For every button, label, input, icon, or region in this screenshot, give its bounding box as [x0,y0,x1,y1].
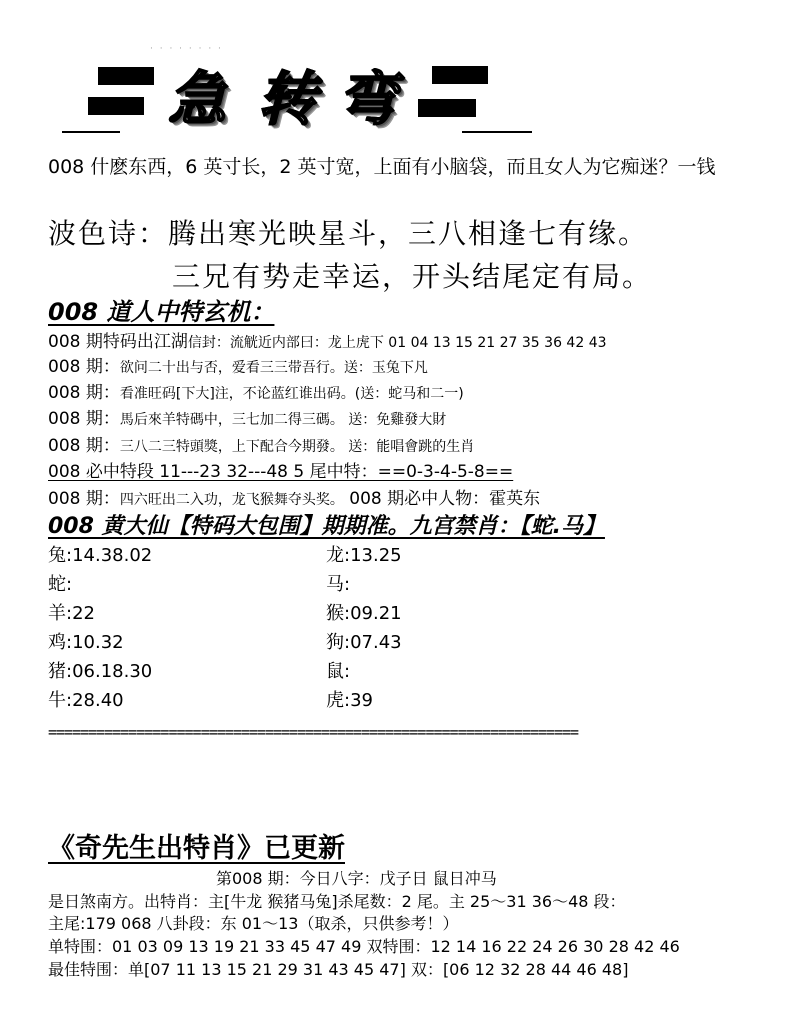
title-char-3: 弯 [338,65,397,133]
zodiac-item: 龙:13.25 [326,545,402,566]
zodiac-item: 猴:09.21 [326,603,402,624]
right-underline [462,131,532,133]
row-text: 四六旺出二入功，龙飞猴舞夺头奖。 [119,492,344,508]
daoren-row [48,378,464,403]
row-text: 三八二三特頭獎，上下配合今期發。 送：能唱會跳的生肖 [119,439,475,455]
qi-title: 《奇先生出特肖》已更新 [48,833,345,864]
title-char-1: 急 [168,65,227,133]
qi-line: 是日煞南方。出特肖：主[牛龙 猴猪马兔]杀尾数：2 尾。主 25～31 36～48 段： [48,892,626,911]
qi-line: 最佳特围：单[07 11 13 15 21 29 31 43 45 47] 双：[06 12 32 28 44 46 48] [48,960,629,979]
qi-line: 第008 期：今日八字：戊子日 鼠日冲马 [216,869,497,888]
zodiac-item: 狗:07.43 [326,632,402,653]
poem-line-1: 波色诗：腾出寒光映星斗，三八相逢七有缘。 [48,217,649,250]
must-hit-line: 008 必中特段 11---23 32---48 5 尾中特：==0-3-4-5-8== [48,462,514,482]
zodiac-item: 羊:22 [48,603,95,624]
right-bar-bottom [418,99,476,117]
daoren-row [48,431,474,456]
row-period: 008 期： [48,383,120,403]
daoren-title: 008 道人中特玄机： [48,298,275,326]
zodiac-item: 马: [326,574,351,595]
row-period: 008 期特码出江湖 [48,332,188,352]
daoren-row [48,404,446,429]
poem-line-2: 三兄有势走幸运，开头结尾定有局。 [172,260,653,293]
zodiac-item: 兔:14.38.02 [48,545,153,566]
row-text: 馬后來羊特碼中，三七加二得三碼。 送：免雞發大財 [119,412,447,428]
row-period: 008 期： [48,409,120,429]
daoren-row [48,352,428,377]
zodiac-item: 虎:39 [326,690,373,711]
row-text: 看准旺码[下大]注，不论蓝红谁出码。(送：蛇马和二一) [119,386,464,402]
zodiac-item: 牛:28.40 [48,690,124,711]
qi-line: 单特围：01 03 09 13 19 21 33 45 47 49 双特围：12 14 16 22 24 26 30 28 42 46 [48,937,680,956]
riddle-text: 008 什麽东西，6 英寸长，2 英寸宽，上面有小脑袋，而且女人为它痴迷？一钱 [48,156,716,178]
row-text: 信封：流觥近内部曰：龙上虎下 01 04 13 15 21 27 35 36 42 43 [187,335,607,351]
right-bar-top [432,66,488,84]
decor-dots: · · · · · · · · [150,44,223,54]
row-text: 欲问二十出与否，爱看三三带吾行。送：玉兔下凡 [119,360,428,376]
left-bar-top [98,67,154,85]
zodiac-item: 蛇: [48,574,73,595]
qi-line: 主尾:179 068 八卦段：东 01～13（取杀，只供参考！） [48,914,459,933]
separator-line: ================================================================== [48,723,579,741]
daoren-row [48,484,540,509]
daoren-row [48,327,607,352]
zodiac-item: 鸡:10.32 [48,632,124,653]
title-char-2: 转 [258,65,317,133]
huang-title: 008 黄大仙【特码大包围】期期准。九宫禁肖：【蛇.马】 [48,514,605,539]
left-underline [62,131,120,133]
zodiac-item: 鼠: [326,661,351,682]
left-bar-bottom [88,97,144,115]
row-period: 008 期： [48,489,120,509]
zodiac-item: 猪:06.18.30 [48,661,153,682]
row-period: 008 期： [48,436,120,456]
row-person: 008 期必中人物：霍英东 [349,489,541,509]
row-period: 008 期： [48,357,120,377]
